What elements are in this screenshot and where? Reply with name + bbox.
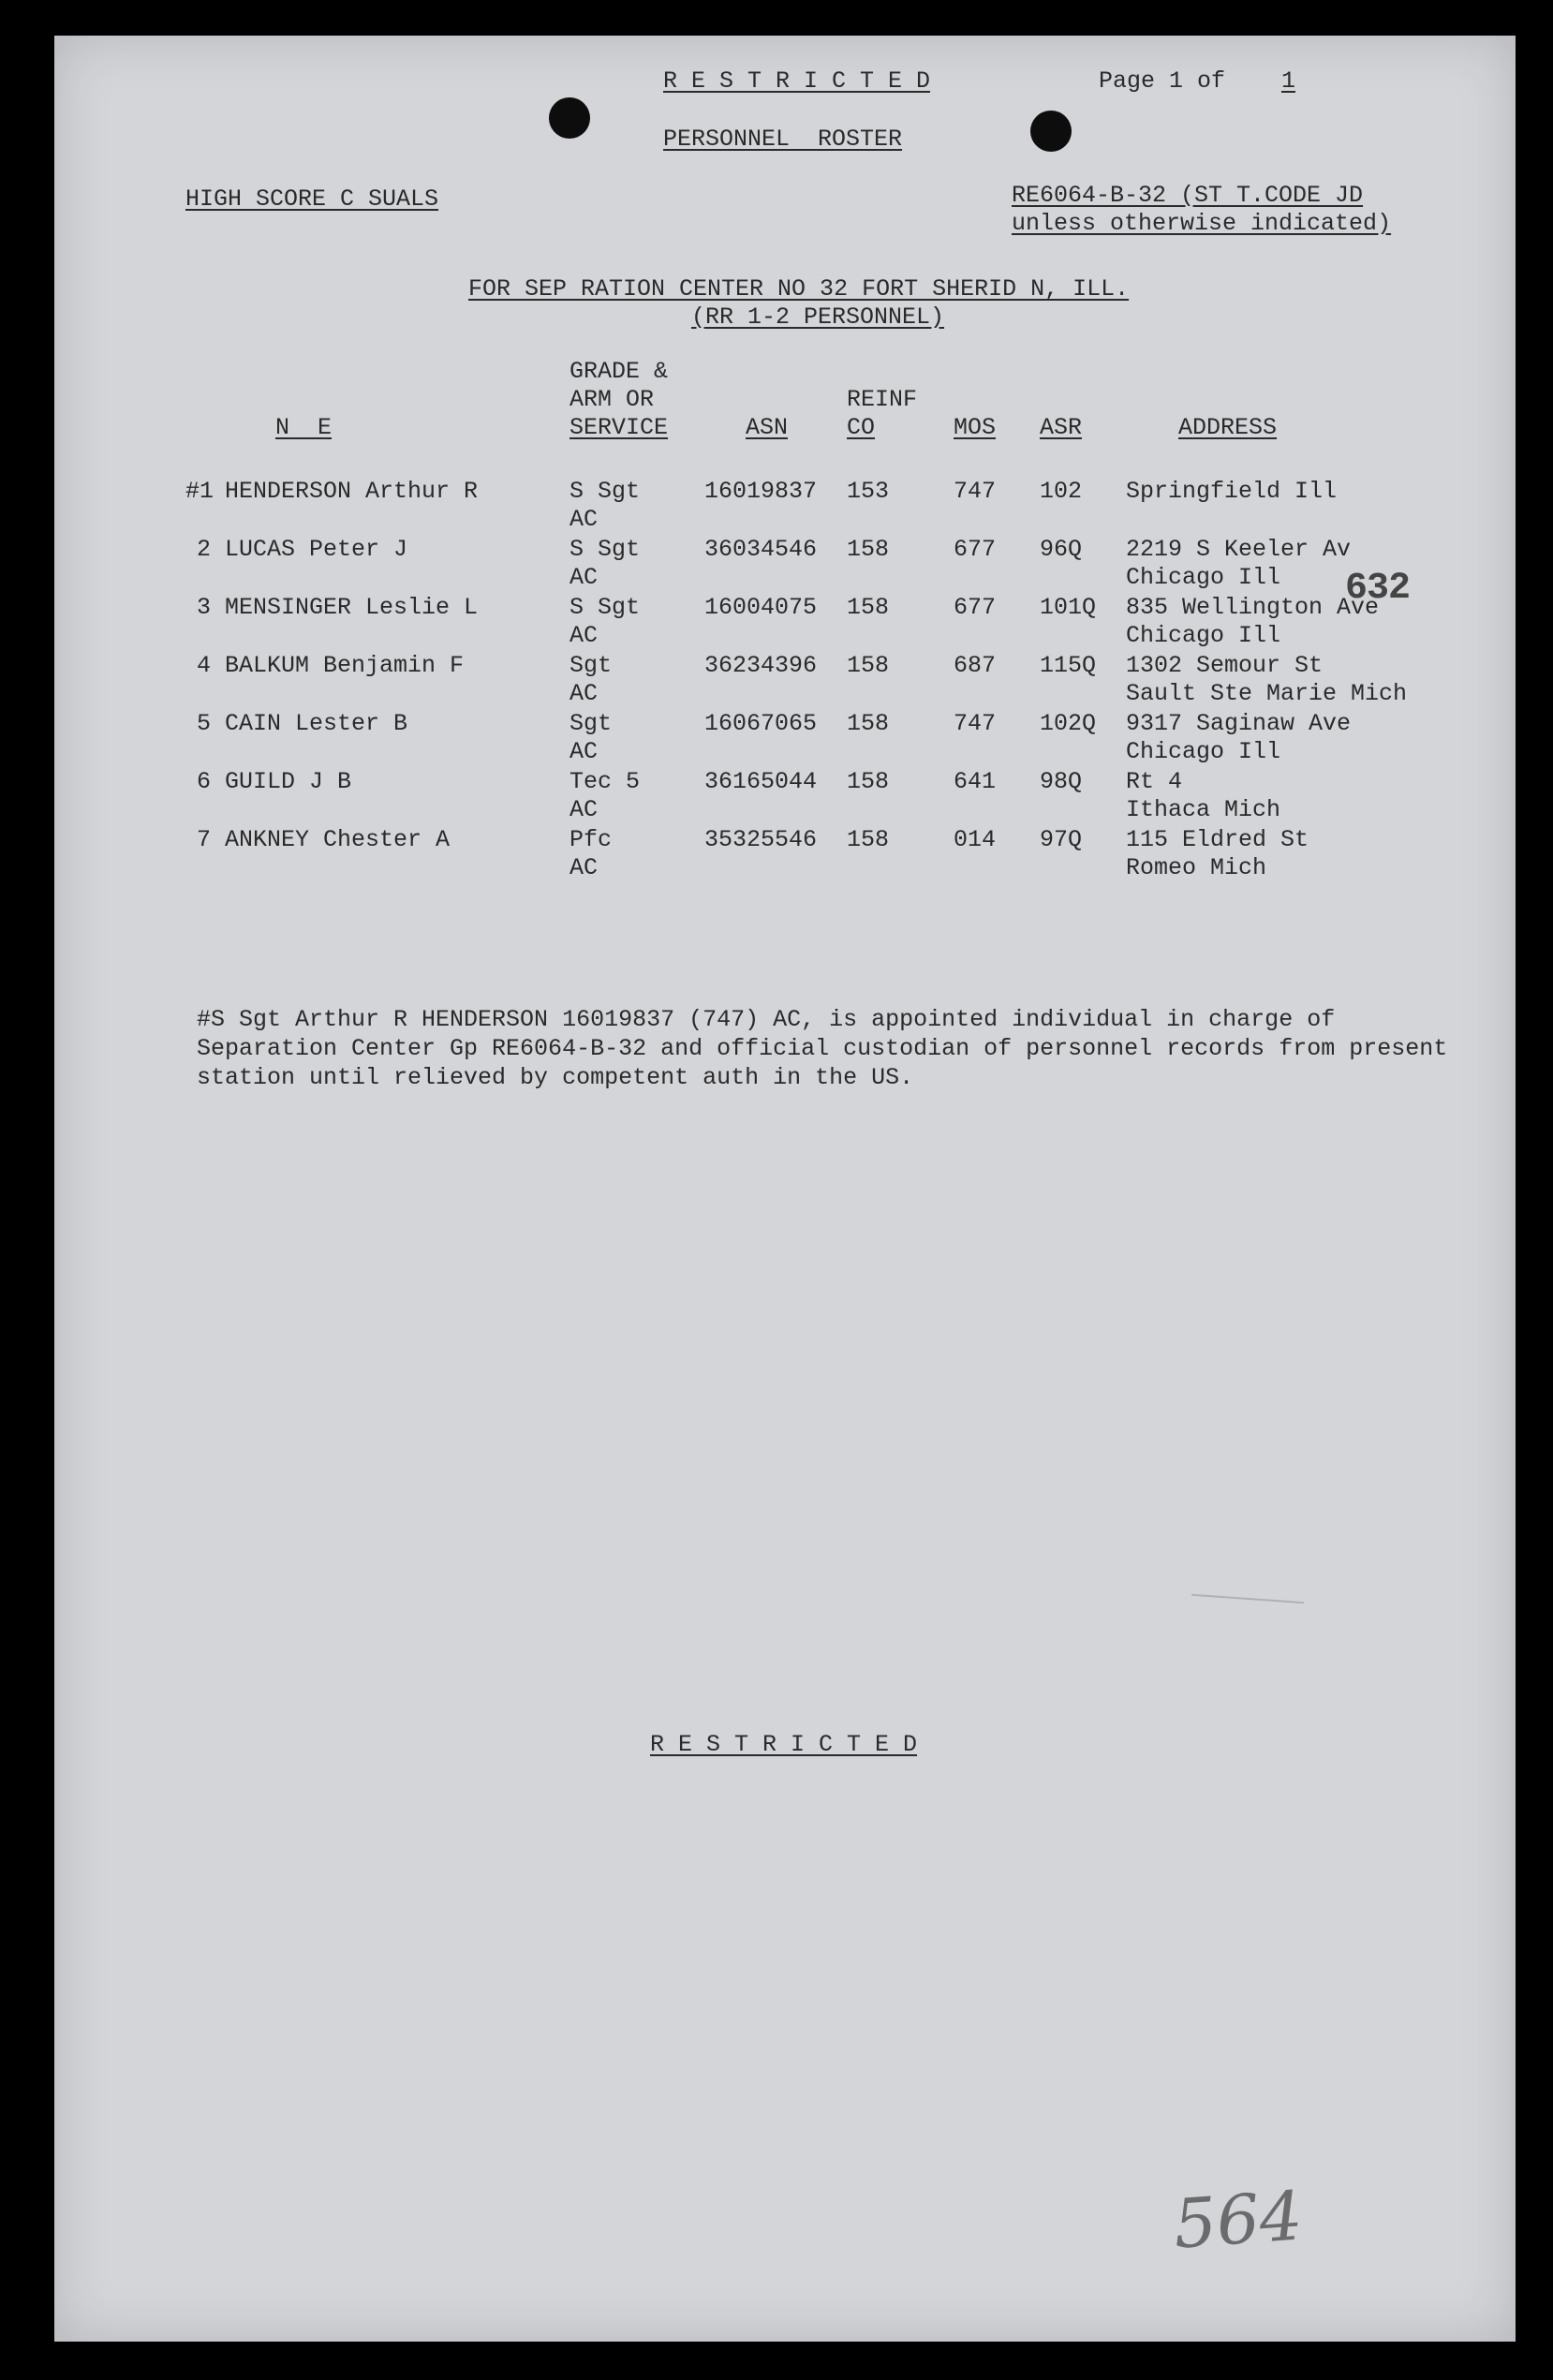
row-name: GUILD J B: [225, 768, 352, 795]
row-address-2: Sault Ste Marie Mich: [1126, 680, 1408, 707]
row-number: 7: [197, 826, 212, 853]
row-mos: 687: [954, 652, 997, 679]
row-grade: S Sgt: [569, 478, 641, 505]
row-address-2: Chicago Ill: [1126, 738, 1281, 765]
row-mos: 747: [954, 478, 997, 505]
row-asr: 102Q: [1040, 710, 1097, 737]
group-code: RE6064-B-32 (ST T.CODE JD: [1012, 182, 1364, 209]
row-co: 158: [847, 536, 890, 563]
row-address-1: Rt 4: [1126, 768, 1183, 795]
col-grade-1: GRADE &: [569, 358, 669, 385]
row-number: #1: [185, 478, 214, 505]
row-address-2: Chicago Ill: [1126, 564, 1281, 591]
row-grade: Sgt: [569, 710, 613, 737]
row-asr: 97Q: [1040, 826, 1083, 853]
stamp-number: 632: [1345, 568, 1411, 610]
row-arm: AC: [569, 738, 599, 765]
row-asn: 16067065: [704, 710, 818, 737]
row-address-2: Chicago Ill: [1126, 622, 1281, 649]
row-co: 158: [847, 768, 890, 795]
row-address-1: 9317 Saginaw Ave: [1126, 710, 1352, 737]
row-co: 158: [847, 710, 890, 737]
row-name: CAIN Lester B: [225, 710, 408, 737]
col-mos: MOS: [954, 414, 997, 441]
row-name: LUCAS Peter J: [225, 536, 408, 563]
row-address-1: 2219 S Keeler Av: [1126, 536, 1352, 563]
page-label: Page 1 of: [1099, 67, 1226, 95]
row-asr: 101Q: [1040, 594, 1097, 621]
center-title: FOR SEP RATION CENTER NO 32 FORT SHERID N, ILL.: [468, 275, 1130, 303]
row-number: 3: [197, 594, 212, 621]
custodian-note: #S Sgt Arthur R HENDERSON 16019837 (747) AC, is appointed individual in charge of Separation Center Gp RE6064-B-32 and official custodian of personnel records from present station until relieved by competent auth in the US.: [197, 1006, 1448, 1091]
row-address-1: 115 Eldred St: [1126, 826, 1309, 853]
col-reinf-1: REINF: [847, 386, 918, 413]
pencil-mark: [1191, 1568, 1306, 1604]
group-code-note: unless otherwise indicated): [1012, 210, 1392, 237]
row-grade: S Sgt: [569, 536, 641, 563]
row-asr: 98Q: [1040, 768, 1083, 795]
row-asn: 16004075: [704, 594, 818, 621]
row-grade: Sgt: [569, 652, 613, 679]
page-total: 1: [1281, 67, 1296, 95]
row-mos: 677: [954, 594, 997, 621]
row-arm: AC: [569, 680, 599, 707]
row-address-2: Romeo Mich: [1126, 854, 1267, 881]
classification-top: R E S T R I C T E D: [663, 67, 931, 95]
punch-hole: [1030, 111, 1072, 152]
row-address-1: 1302 Semour St: [1126, 652, 1324, 679]
col-grade-3: SERVICE: [569, 414, 669, 441]
roster-title: PERSONNEL ROSTER: [663, 126, 903, 153]
row-asn: 35325546: [704, 826, 818, 853]
row-name: BALKUM Benjamin F: [225, 652, 465, 679]
row-asr: 115Q: [1040, 652, 1097, 679]
col-asn: ASN: [746, 414, 789, 441]
classification-bottom: R E S T R I C T E D: [650, 1731, 918, 1758]
row-name: MENSINGER Leslie L: [225, 594, 479, 621]
row-grade: S Sgt: [569, 594, 641, 621]
row-mos: 677: [954, 536, 997, 563]
row-name: HENDERSON Arthur R: [225, 478, 479, 505]
row-co: 158: [847, 594, 890, 621]
row-arm: AC: [569, 506, 599, 533]
row-address-1: Springfield Ill: [1126, 478, 1338, 505]
col-asr: ASR: [1040, 414, 1083, 441]
row-number: 2: [197, 536, 212, 563]
row-asn: 16019837: [704, 478, 818, 505]
row-address-2: Ithaca Mich: [1126, 796, 1281, 823]
col-name: N E: [275, 414, 333, 441]
row-arm: AC: [569, 796, 599, 823]
row-arm: AC: [569, 564, 599, 591]
row-co: 158: [847, 826, 890, 853]
row-number: 6: [197, 768, 212, 795]
row-grade: Tec 5: [569, 768, 641, 795]
row-address-1: 835 Wellington Ave: [1126, 594, 1380, 621]
col-grade-2: ARM OR: [569, 386, 655, 413]
center-subtitle: (RR 1-2 PERSONNEL): [691, 303, 945, 331]
row-asn: 36234396: [704, 652, 818, 679]
row-asn: 36034546: [704, 536, 818, 563]
group-name: HIGH SCORE C SUALS: [185, 185, 439, 213]
row-mos: 014: [954, 826, 997, 853]
row-co: 153: [847, 478, 890, 505]
col-reinf-2: CO: [847, 414, 876, 441]
row-name: ANKNEY Chester A: [225, 826, 451, 853]
document-page: [54, 36, 1516, 2342]
handwritten-page-number: 564: [1171, 2176, 1306, 2264]
row-grade: Pfc: [569, 826, 613, 853]
punch-hole: [549, 97, 590, 139]
row-asr: 96Q: [1040, 536, 1083, 563]
row-number: 5: [197, 710, 212, 737]
row-arm: AC: [569, 854, 599, 881]
row-mos: 747: [954, 710, 997, 737]
row-mos: 641: [954, 768, 997, 795]
row-asr: 102: [1040, 478, 1083, 505]
row-arm: AC: [569, 622, 599, 649]
row-co: 158: [847, 652, 890, 679]
row-number: 4: [197, 652, 212, 679]
col-address: ADDRESS: [1178, 414, 1278, 441]
row-asn: 36165044: [704, 768, 818, 795]
